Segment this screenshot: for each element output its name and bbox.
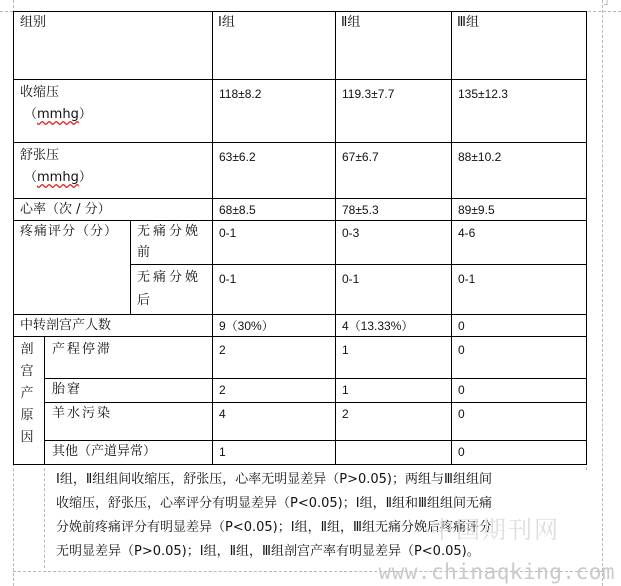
- guide-right: [602, 0, 603, 586]
- pain-after-label-b: 后: [137, 293, 151, 308]
- pain-before-g3: 4-6: [458, 226, 476, 240]
- reason-4-label: 其他（产道异常）: [52, 444, 157, 459]
- corner-mark: ┘: [604, 0, 611, 11]
- watermark-site: www.chinaqking.com: [378, 560, 615, 584]
- heart-rate-g1: 68±8.5: [219, 203, 256, 217]
- pain-after-g3: 0-1: [458, 272, 476, 286]
- reason-char-1: 剖: [20, 342, 34, 357]
- pain-after-label-a: 无痛分娩: [137, 270, 202, 285]
- cesarean-total-g3: 0: [458, 319, 465, 333]
- reason-char-5: 因: [20, 430, 34, 445]
- reason-3-g1: 4: [219, 407, 226, 421]
- header-group3: Ⅲ组: [457, 15, 479, 30]
- pain-label: 疼痛评分（分）: [20, 224, 119, 239]
- pain-after-g1: 0-1: [219, 272, 237, 286]
- reason-1-g3: 0: [458, 343, 465, 357]
- note-line-2: 收缩压，舒张压，心率评分有明显差异（P<0.05)；Ⅰ组，Ⅱ组和Ⅲ组组间无痛: [56, 496, 492, 511]
- diastolic-g1: 63±6.2: [219, 150, 256, 164]
- header-label: 组别: [20, 15, 47, 30]
- pain-before-label-a: 无痛分娩: [137, 224, 202, 239]
- reason-1-g2: 1: [342, 343, 349, 357]
- reason-3-g2: 2: [342, 407, 349, 421]
- header-group1: Ⅰ组: [218, 15, 235, 30]
- note-line-1: Ⅰ组，Ⅱ组组间收缩压，舒张压，心率无明显差异（P>0.05)；两组与Ⅲ组组间: [56, 472, 492, 487]
- heart-rate-g2: 78±5.3: [342, 203, 379, 217]
- diastolic-g2: 67±6.7: [342, 150, 379, 164]
- reason-2-g1: 2: [219, 383, 226, 397]
- reason-2-g2: 1: [342, 383, 349, 397]
- reason-2-label: 胎窘: [52, 382, 83, 397]
- diastolic-label: 舒张压: [20, 148, 60, 163]
- watermark-center: 中国期刊网: [430, 516, 560, 544]
- reason-2-g3: 0: [458, 383, 465, 397]
- reason-3-label: 羊水污染: [52, 406, 113, 421]
- heart-rate-g3: 89±9.5: [458, 203, 495, 217]
- reason-1-label: 产程停滞: [52, 342, 113, 357]
- note-line-4: 无明显差异（P>0.05)；Ⅰ组，Ⅱ组，Ⅲ组剖宫产率有明显差异（P<0.05)。: [56, 544, 480, 559]
- pain-before-g1: 0-1: [219, 226, 237, 240]
- cesarean-total-label: 中转剖宫产人数: [20, 318, 112, 333]
- diastolic-unit: （mmhg）: [24, 170, 92, 185]
- systolic-label: 收缩压: [20, 85, 60, 100]
- pain-after-g2: 0-1: [342, 272, 360, 286]
- systolic-g1: 118±8.2: [219, 87, 262, 101]
- reason-4-g1: 1: [219, 445, 226, 459]
- reason-char-4: 原: [20, 408, 34, 423]
- systolic-g3: 135±12.3: [458, 87, 508, 101]
- cesarean-total-g2: 4（13.33%）: [342, 319, 414, 333]
- guide-extra-2: [44, 468, 45, 568]
- systolic-unit: （mmhg）: [24, 107, 92, 122]
- diastolic-g3: 88±10.2: [458, 150, 502, 164]
- pain-before-g2: 0-3: [342, 226, 360, 240]
- note-line-3: 分娩前疼痛评分有明显差异（P<0.05)；Ⅰ组，Ⅱ组，Ⅲ组无痛分娩后疼痛评分: [56, 520, 492, 535]
- reason-1-g1: 2: [219, 343, 226, 357]
- systolic-g2: 119.3±7.7: [342, 87, 395, 101]
- reason-4-g3: 0: [458, 445, 465, 459]
- pain-before-label-b: 前: [137, 245, 151, 260]
- cesarean-total-g1: 9（30%）: [219, 319, 274, 333]
- header-group2: Ⅱ组: [341, 15, 361, 30]
- reason-char-2: 宫: [20, 364, 34, 379]
- reason-char-3: 产: [20, 386, 34, 401]
- reason-3-g3: 0: [458, 407, 465, 421]
- heart-rate-label: 心率（次 / 分）: [20, 202, 111, 217]
